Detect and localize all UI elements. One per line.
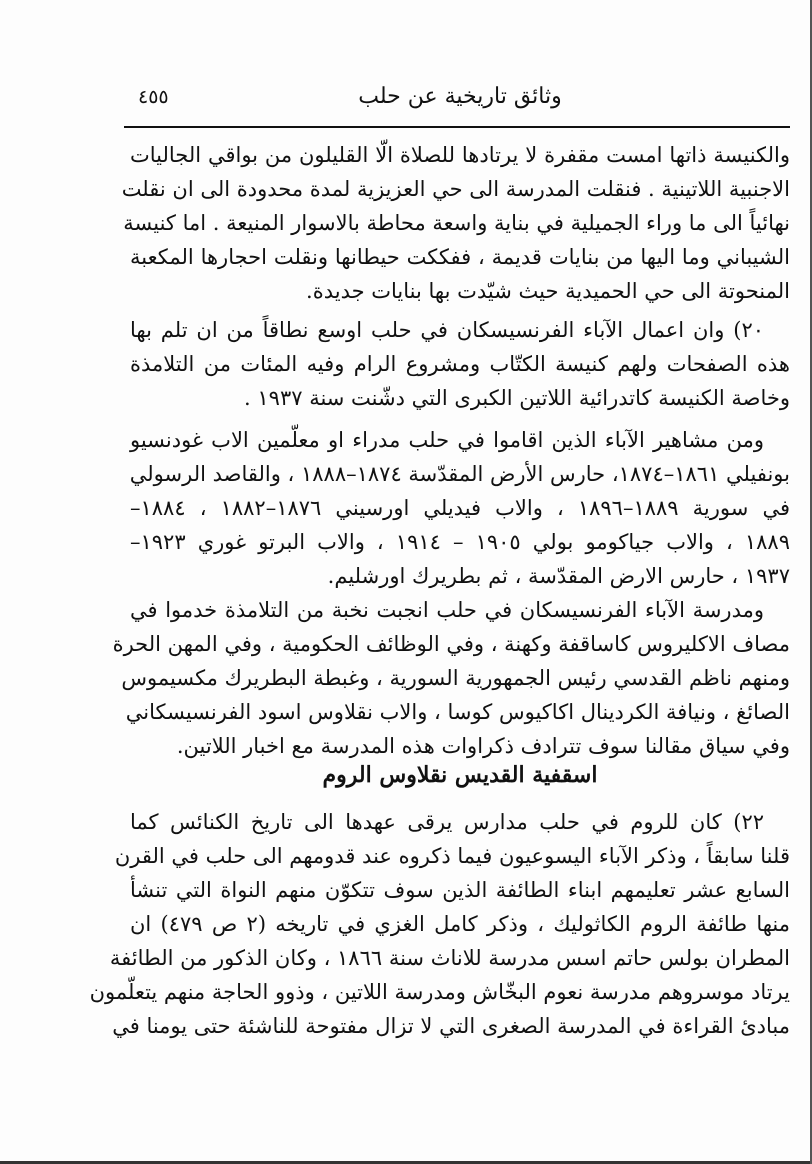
text-line: مبادئ القراءة في المدرسة الصغرى التي لا تزال مفتوحة للناشئة حتى يومنا في bbox=[112, 1014, 790, 1038]
text-line: ٢٠) وان اعمال الآباء الفرنسيسكان في حلب اوسع نطاقاً من ان تلم بها bbox=[130, 318, 764, 342]
text-line: ١٨٨٩ ، والاب جياكومو بولي ١٩٠٥ – ١٩١٤ ، والاب البرتو غوري ١٩٢٣– bbox=[130, 530, 790, 554]
text-line: الشيباني وما اليها من بنايات قديمة ، ففككت حيطانها ونقلت احجارها المكعبة bbox=[130, 245, 790, 269]
text-line: يرتاد موسروهم مدرسة نعوم البخّاش ومدرسة اللاتين ، وذوو الحاجة منهم يتعلّمون bbox=[89, 980, 790, 1004]
text-line: المطران بولس حاتم اسس مدرسة للاناث سنة ١٨٦٦ ، وكان الذكور من الطائفة bbox=[109, 946, 790, 970]
page-number: ٤٥٥ bbox=[138, 86, 169, 108]
paragraph-5 bbox=[89, 805, 790, 1043]
header-rule bbox=[124, 126, 790, 128]
text-line: ومدرسة الآباء الفرنسيسكان في حلب انجبت نخبة من التلامذة خدموا في bbox=[130, 598, 764, 622]
paragraph-2 bbox=[130, 313, 790, 415]
text-line: بونفيلي ١٨٦١–١٨٧٤، حارس الأرض المقدّسة ١٨٧٤–١٨٨٨ ، والقاصد الرسولي bbox=[129, 462, 790, 486]
text-line: ومن مشاهير الآباء الذين اقاموا في حلب مدراء او معلّمين الاب غودنسيو bbox=[130, 428, 764, 452]
text-line: قلنا سابقاً ، وذكر الآباء اليسوعيون فيما ذكروه عند قدومهم الى حلب في القرن bbox=[114, 844, 790, 868]
running-header-title: وثائق تاريخية عن حلب bbox=[358, 84, 562, 109]
text-line: الصائغ ، ونيافة الكردينال اكاكيوس كوسا ، والاب نقلاوس اسود الفرنسيسكاني bbox=[125, 700, 790, 724]
text-line: مصاف الاكليروس كاساقفة وكهنة ، وفي الوظائف الحكومية ، وفي المهن الحرة bbox=[112, 632, 790, 656]
text-line: والكنيسة ذاتها امست مقفرة لا يرتادها للصلاة الّا القليلون من بواقي الجاليات bbox=[130, 143, 790, 167]
text-line: هذه الصفحات ولهم كنيسة الكتّاب ومشروع الرام وفيه المئات من التلامذة bbox=[130, 352, 790, 376]
text-line: الاجنبية اللاتينية . فنقلت المدرسة الى حي العزيزية لمدة محدودة الى ان نقلت bbox=[121, 177, 790, 201]
text-line: وفي سياق مقالنا سوف تترادف ذكراوات هذه المدرسة مع اخبار اللاتين. bbox=[176, 734, 790, 758]
text-line: ٢٢) كان للروم في حلب مدارس يرقى عهدها الى تاريخ الكنائس كما bbox=[130, 810, 764, 834]
paragraph-1 bbox=[121, 138, 790, 308]
text-line: السابع عشر تعليمهم ابناء الطائفة الذين سوف تتكوّن منهم النواة التي تنشأ bbox=[130, 878, 790, 902]
text-line: نهائياً الى ما وراء الجميلية في بناية واسعة محاطة بالاسوار المنيعة . اما كنيسة bbox=[123, 211, 790, 235]
text-line: منها طائفة الروم الكاثوليك ، وذكر كامل الغزي في تاريخه (٢ ص ٤٧٩) ان bbox=[130, 912, 790, 936]
text-line: ومنهم ناظم القدسي رئيس الجمهورية السورية ، وغبطة البطريرك مكسيموس bbox=[121, 666, 790, 690]
text-line: المنحوتة الى حي الحميدية حيث شيّدت بها بنايات جديدة. bbox=[306, 279, 790, 303]
paragraph-3 bbox=[130, 423, 790, 593]
section-heading: اسقفية القديس نقلاوس الروم bbox=[322, 762, 598, 788]
text-line: في سورية ١٨٨٩–١٨٩٦ ، والاب فيديلي اورسيني ١٨٧٦–١٨٨٢ ، ١٨٨٤– bbox=[130, 496, 790, 520]
text-line: وخاصة الكنيسة كاتدرائية اللاتين الكبرى التي دشّنت سنة ١٩٣٧ . bbox=[244, 386, 790, 410]
paragraph-4 bbox=[112, 593, 790, 763]
text-line: ١٩٣٧ ، حارس الارض المقدّسة ، ثم بطريرك اورشليم. bbox=[327, 564, 790, 588]
